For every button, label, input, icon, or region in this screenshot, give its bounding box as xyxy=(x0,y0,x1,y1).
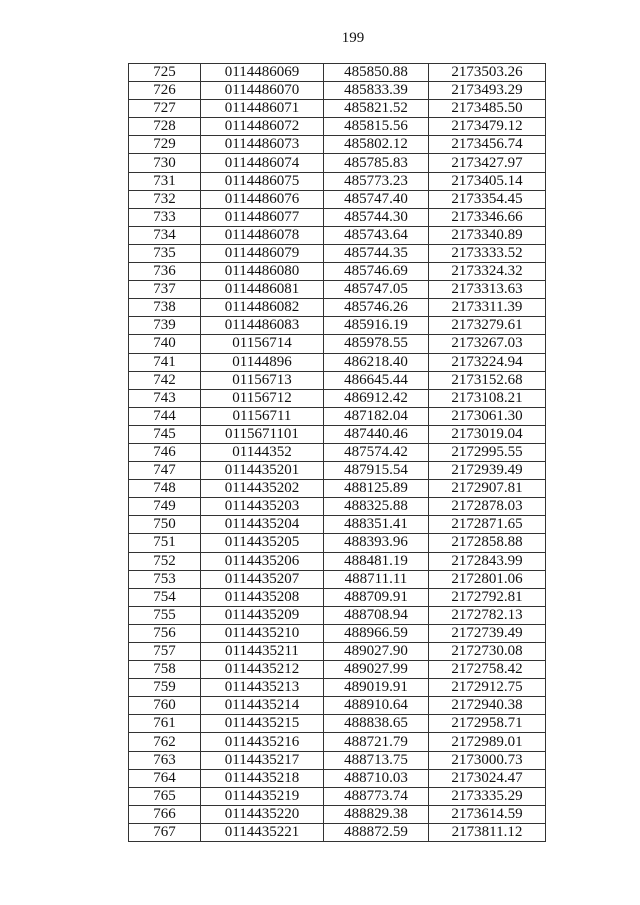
cell-x-coordinate: 487182.04 xyxy=(324,407,429,425)
cell-x-coordinate: 486912.42 xyxy=(324,389,429,407)
cell-y-coordinate: 2172958.71 xyxy=(429,715,546,733)
cell-code: 0114435213 xyxy=(201,679,324,697)
cell-x-coordinate: 486218.40 xyxy=(324,353,429,371)
page-number: 199 xyxy=(341,30,365,46)
cell-x-coordinate: 489027.90 xyxy=(324,643,429,661)
table-row xyxy=(129,606,546,624)
cell-point-number: 738 xyxy=(129,299,201,317)
cell-y-coordinate: 2173333.52 xyxy=(429,244,546,262)
cell-y-coordinate: 2173811.12 xyxy=(429,823,546,841)
cell-y-coordinate: 2173279.61 xyxy=(429,317,546,335)
cell-x-coordinate: 485744.30 xyxy=(324,208,429,226)
cell-point-number: 727 xyxy=(129,100,201,118)
cell-y-coordinate: 2173152.68 xyxy=(429,371,546,389)
cell-point-number: 731 xyxy=(129,172,201,190)
cell-code: 0114486083 xyxy=(201,317,324,335)
cell-x-coordinate: 485916.19 xyxy=(324,317,429,335)
cell-point-number: 750 xyxy=(129,516,201,534)
cell-code: 0114486081 xyxy=(201,281,324,299)
cell-code: 0114435206 xyxy=(201,552,324,570)
cell-code: 0114435203 xyxy=(201,498,324,516)
cell-y-coordinate: 2173267.03 xyxy=(429,335,546,353)
cell-y-coordinate: 2172739.49 xyxy=(429,624,546,642)
cell-point-number: 732 xyxy=(129,190,201,208)
cell-point-number: 744 xyxy=(129,407,201,425)
cell-code: 0114486074 xyxy=(201,154,324,172)
cell-point-number: 746 xyxy=(129,443,201,461)
cell-y-coordinate: 2172989.01 xyxy=(429,733,546,751)
cell-point-number: 725 xyxy=(129,64,201,82)
cell-point-number: 755 xyxy=(129,606,201,624)
cell-code: 0114435201 xyxy=(201,462,324,480)
cell-point-number: 749 xyxy=(129,498,201,516)
cell-point-number: 748 xyxy=(129,480,201,498)
cell-x-coordinate: 488709.91 xyxy=(324,588,429,606)
table-row xyxy=(129,751,546,769)
cell-code: 01144352 xyxy=(201,443,324,461)
cell-y-coordinate: 2173485.50 xyxy=(429,100,546,118)
cell-y-coordinate: 2172843.99 xyxy=(429,552,546,570)
table-row xyxy=(129,588,546,606)
table-row xyxy=(129,787,546,805)
table-row xyxy=(129,769,546,787)
table-row xyxy=(129,805,546,823)
cell-point-number: 756 xyxy=(129,624,201,642)
cell-y-coordinate: 2173061.30 xyxy=(429,407,546,425)
cell-x-coordinate: 488910.64 xyxy=(324,697,429,715)
table-row xyxy=(129,498,546,516)
cell-code: 0114486080 xyxy=(201,263,324,281)
cell-code: 0114486077 xyxy=(201,208,324,226)
table-row xyxy=(129,679,546,697)
cell-x-coordinate: 488481.19 xyxy=(324,552,429,570)
cell-x-coordinate: 485821.52 xyxy=(324,100,429,118)
cell-x-coordinate: 485744.35 xyxy=(324,244,429,262)
cell-point-number: 764 xyxy=(129,769,201,787)
cell-code: 0114435210 xyxy=(201,624,324,642)
cell-point-number: 760 xyxy=(129,697,201,715)
table-row xyxy=(129,281,546,299)
cell-code: 0114435218 xyxy=(201,769,324,787)
cell-y-coordinate: 2173456.74 xyxy=(429,136,546,154)
cell-y-coordinate: 2173503.26 xyxy=(429,64,546,82)
cell-code: 0114435212 xyxy=(201,661,324,679)
cell-code: 0114435207 xyxy=(201,570,324,588)
cell-point-number: 767 xyxy=(129,823,201,841)
cell-point-number: 763 xyxy=(129,751,201,769)
cell-point-number: 743 xyxy=(129,389,201,407)
table-row xyxy=(129,697,546,715)
cell-point-number: 740 xyxy=(129,335,201,353)
cell-y-coordinate: 2172730.08 xyxy=(429,643,546,661)
cell-point-number: 765 xyxy=(129,787,201,805)
cell-x-coordinate: 485850.88 xyxy=(324,64,429,82)
cell-point-number: 754 xyxy=(129,588,201,606)
table-row xyxy=(129,208,546,226)
table-row xyxy=(129,335,546,353)
cell-y-coordinate: 2173340.89 xyxy=(429,226,546,244)
cell-y-coordinate: 2173493.29 xyxy=(429,82,546,100)
cell-x-coordinate: 487440.46 xyxy=(324,425,429,443)
table-row xyxy=(129,425,546,443)
cell-code: 0114486073 xyxy=(201,136,324,154)
cell-code: 0114486072 xyxy=(201,118,324,136)
table-row xyxy=(129,733,546,751)
cell-point-number: 736 xyxy=(129,263,201,281)
cell-x-coordinate: 488393.96 xyxy=(324,534,429,552)
cell-x-coordinate: 487915.54 xyxy=(324,462,429,480)
cell-y-coordinate: 2173313.63 xyxy=(429,281,546,299)
cell-code: 0114486076 xyxy=(201,190,324,208)
cell-x-coordinate: 485746.69 xyxy=(324,263,429,281)
cell-point-number: 737 xyxy=(129,281,201,299)
cell-x-coordinate: 485785.83 xyxy=(324,154,429,172)
cell-y-coordinate: 2172995.55 xyxy=(429,443,546,461)
cell-point-number: 730 xyxy=(129,154,201,172)
table-row xyxy=(129,154,546,172)
cell-point-number: 728 xyxy=(129,118,201,136)
table-row xyxy=(129,570,546,588)
cell-y-coordinate: 2173324.32 xyxy=(429,263,546,281)
cell-code: 0114486078 xyxy=(201,226,324,244)
cell-x-coordinate: 485747.05 xyxy=(324,281,429,299)
cell-code: 0115671101 xyxy=(201,425,324,443)
cell-code: 0114435204 xyxy=(201,516,324,534)
table-body xyxy=(129,64,546,842)
cell-point-number: 745 xyxy=(129,425,201,443)
cell-y-coordinate: 2173335.29 xyxy=(429,787,546,805)
cell-y-coordinate: 2172878.03 xyxy=(429,498,546,516)
table-row xyxy=(129,190,546,208)
cell-code: 0114435216 xyxy=(201,733,324,751)
cell-x-coordinate: 485815.56 xyxy=(324,118,429,136)
cell-y-coordinate: 2172940.38 xyxy=(429,697,546,715)
cell-y-coordinate: 2173024.47 xyxy=(429,769,546,787)
table-row xyxy=(129,299,546,317)
table-row xyxy=(129,263,546,281)
cell-code: 0114435211 xyxy=(201,643,324,661)
table-row xyxy=(129,643,546,661)
cell-x-coordinate: 485746.26 xyxy=(324,299,429,317)
cell-y-coordinate: 2173224.94 xyxy=(429,353,546,371)
cell-point-number: 741 xyxy=(129,353,201,371)
cell-x-coordinate: 485747.40 xyxy=(324,190,429,208)
cell-x-coordinate: 488713.75 xyxy=(324,751,429,769)
table-row xyxy=(129,64,546,82)
cell-y-coordinate: 2173346.66 xyxy=(429,208,546,226)
cell-x-coordinate: 485802.12 xyxy=(324,136,429,154)
cell-y-coordinate: 2172801.06 xyxy=(429,570,546,588)
cell-code: 0114435214 xyxy=(201,697,324,715)
cell-x-coordinate: 485773.23 xyxy=(324,172,429,190)
cell-x-coordinate: 488710.03 xyxy=(324,769,429,787)
table-row xyxy=(129,516,546,534)
cell-code: 0114435219 xyxy=(201,787,324,805)
table-row xyxy=(129,462,546,480)
cell-y-coordinate: 2172758.42 xyxy=(429,661,546,679)
cell-code: 0114486070 xyxy=(201,82,324,100)
cell-x-coordinate: 485978.55 xyxy=(324,335,429,353)
cell-code: 0114435202 xyxy=(201,480,324,498)
cell-code: 0114435221 xyxy=(201,823,324,841)
cell-x-coordinate: 485743.64 xyxy=(324,226,429,244)
cell-point-number: 752 xyxy=(129,552,201,570)
cell-point-number: 757 xyxy=(129,643,201,661)
cell-point-number: 762 xyxy=(129,733,201,751)
cell-y-coordinate: 2172907.81 xyxy=(429,480,546,498)
cell-y-coordinate: 2173427.97 xyxy=(429,154,546,172)
table-row xyxy=(129,136,546,154)
cell-code: 01144896 xyxy=(201,353,324,371)
cell-code: 0114486075 xyxy=(201,172,324,190)
cell-point-number: 734 xyxy=(129,226,201,244)
cell-y-coordinate: 2173019.04 xyxy=(429,425,546,443)
cell-x-coordinate: 486645.44 xyxy=(324,371,429,389)
cell-y-coordinate: 2172939.49 xyxy=(429,462,546,480)
cell-point-number: 766 xyxy=(129,805,201,823)
table-row xyxy=(129,82,546,100)
table-row xyxy=(129,317,546,335)
cell-point-number: 761 xyxy=(129,715,201,733)
cell-point-number: 735 xyxy=(129,244,201,262)
cell-x-coordinate: 488773.74 xyxy=(324,787,429,805)
cell-point-number: 758 xyxy=(129,661,201,679)
table-row xyxy=(129,715,546,733)
cell-y-coordinate: 2173354.45 xyxy=(429,190,546,208)
cell-x-coordinate: 488721.79 xyxy=(324,733,429,751)
cell-code: 01156713 xyxy=(201,371,324,389)
table-row xyxy=(129,624,546,642)
cell-x-coordinate: 488711.11 xyxy=(324,570,429,588)
cell-point-number: 729 xyxy=(129,136,201,154)
cell-code: 0114435220 xyxy=(201,805,324,823)
cell-x-coordinate: 488872.59 xyxy=(324,823,429,841)
cell-x-coordinate: 489019.91 xyxy=(324,679,429,697)
table-row xyxy=(129,389,546,407)
cell-code: 01156714 xyxy=(201,335,324,353)
cell-x-coordinate: 488125.89 xyxy=(324,480,429,498)
table-row xyxy=(129,480,546,498)
cell-y-coordinate: 2172782.13 xyxy=(429,606,546,624)
cell-code: 01156711 xyxy=(201,407,324,425)
cell-y-coordinate: 2172858.88 xyxy=(429,534,546,552)
cell-point-number: 747 xyxy=(129,462,201,480)
cell-code: 0114486071 xyxy=(201,100,324,118)
cell-code: 0114435208 xyxy=(201,588,324,606)
cell-code: 01156712 xyxy=(201,389,324,407)
cell-point-number: 726 xyxy=(129,82,201,100)
cell-y-coordinate: 2173479.12 xyxy=(429,118,546,136)
table-row xyxy=(129,244,546,262)
cell-y-coordinate: 2173108.21 xyxy=(429,389,546,407)
cell-y-coordinate: 2172792.81 xyxy=(429,588,546,606)
table-row xyxy=(129,823,546,841)
cell-y-coordinate: 2173311.39 xyxy=(429,299,546,317)
table-row xyxy=(129,371,546,389)
table-row xyxy=(129,443,546,461)
cell-x-coordinate: 488708.94 xyxy=(324,606,429,624)
table-row xyxy=(129,534,546,552)
cell-code: 0114435209 xyxy=(201,606,324,624)
cell-x-coordinate: 487574.42 xyxy=(324,443,429,461)
cell-code: 0114486079 xyxy=(201,244,324,262)
cell-code: 0114486069 xyxy=(201,64,324,82)
cell-x-coordinate: 488838.65 xyxy=(324,715,429,733)
cell-point-number: 751 xyxy=(129,534,201,552)
table-row xyxy=(129,552,546,570)
cell-x-coordinate: 485833.39 xyxy=(324,82,429,100)
table-row xyxy=(129,118,546,136)
cell-x-coordinate: 488829.38 xyxy=(324,805,429,823)
cell-code: 0114435215 xyxy=(201,715,324,733)
table-row xyxy=(129,407,546,425)
cell-x-coordinate: 488966.59 xyxy=(324,624,429,642)
table-row xyxy=(129,661,546,679)
cell-code: 0114486082 xyxy=(201,299,324,317)
cell-y-coordinate: 2173614.59 xyxy=(429,805,546,823)
cell-x-coordinate: 489027.99 xyxy=(324,661,429,679)
cell-y-coordinate: 2172871.65 xyxy=(429,516,546,534)
coordinates-table xyxy=(128,63,546,842)
cell-point-number: 739 xyxy=(129,317,201,335)
cell-point-number: 742 xyxy=(129,371,201,389)
cell-y-coordinate: 2172912.75 xyxy=(429,679,546,697)
cell-y-coordinate: 2173000.73 xyxy=(429,751,546,769)
table-row xyxy=(129,226,546,244)
cell-y-coordinate: 2173405.14 xyxy=(429,172,546,190)
cell-code: 0114435217 xyxy=(201,751,324,769)
cell-code: 0114435205 xyxy=(201,534,324,552)
table-row xyxy=(129,100,546,118)
cell-x-coordinate: 488351.41 xyxy=(324,516,429,534)
cell-x-coordinate: 488325.88 xyxy=(324,498,429,516)
table-row xyxy=(129,172,546,190)
table-row xyxy=(129,353,546,371)
cell-point-number: 759 xyxy=(129,679,201,697)
cell-point-number: 753 xyxy=(129,570,201,588)
cell-point-number: 733 xyxy=(129,208,201,226)
